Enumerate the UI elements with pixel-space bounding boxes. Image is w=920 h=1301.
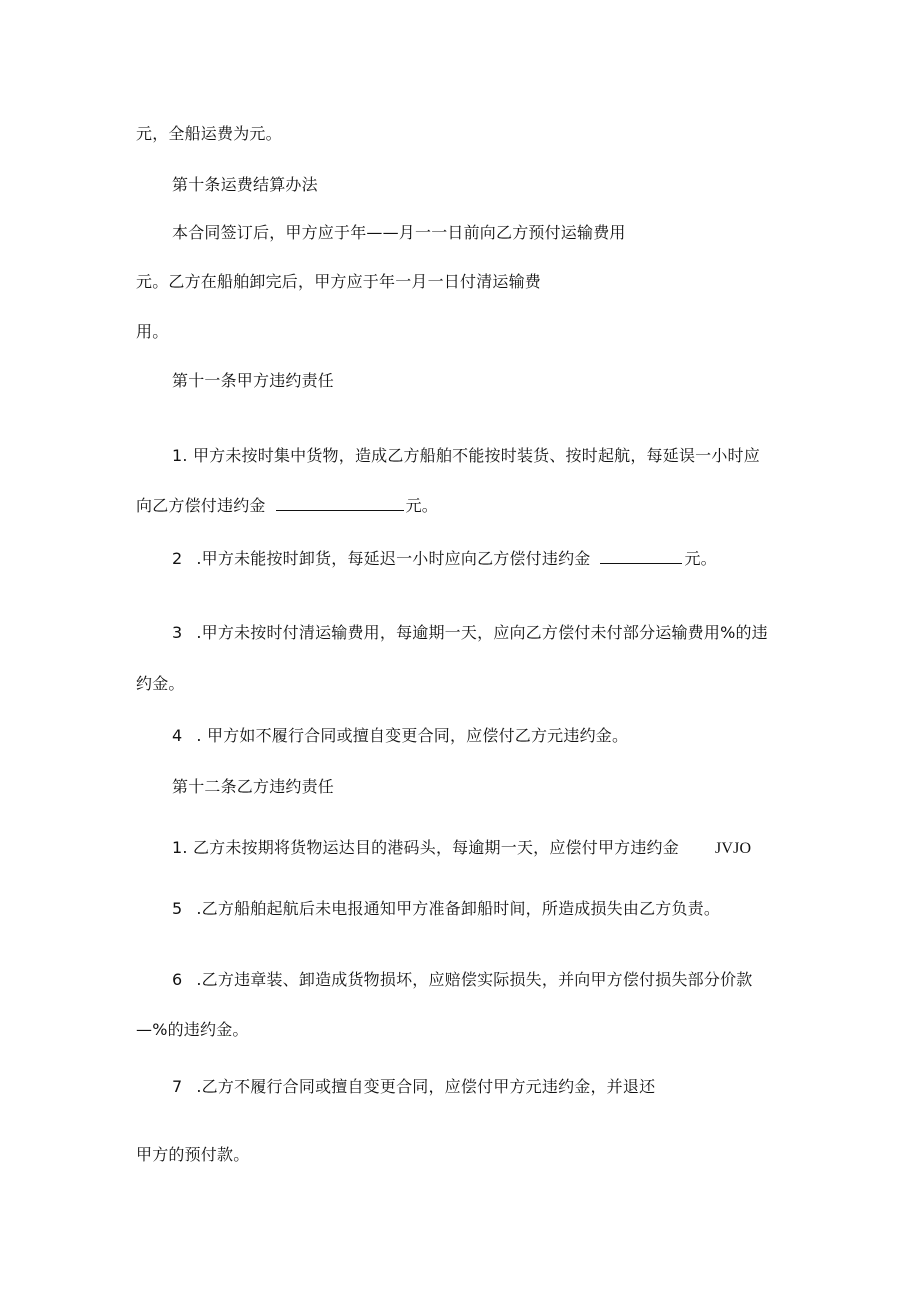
section-heading-11: 第十一条甲方违约责任 bbox=[172, 371, 335, 390]
text-line: 元，全船运费为元。 bbox=[136, 124, 282, 143]
clause-item-4 bbox=[172, 726, 628, 746]
clause-text: .乙方不履行合同或擅自变更合同，应偿付甲方元违约金，并退还 bbox=[196, 1077, 656, 1096]
text-line: 用。 bbox=[136, 322, 169, 341]
section-heading-10: 第十条运费结算办法 bbox=[172, 175, 318, 194]
clause-text: . 甲方如不履行合同或擅自变更合同，应偿付乙方元违约金。 bbox=[196, 726, 629, 745]
clause-text: 元。 bbox=[405, 496, 439, 515]
section-heading-12: 第十二条乙方违约责任 bbox=[172, 777, 335, 796]
clause-text: .甲方未能按时卸货，每延迟一小时应向乙方偿付违约金 bbox=[196, 549, 591, 568]
clause-item-j1 bbox=[172, 838, 751, 859]
clause-item-7 bbox=[172, 1077, 655, 1097]
clause-item-5 bbox=[172, 899, 720, 919]
item-number: 7 bbox=[172, 1077, 183, 1096]
clause-item-3 bbox=[172, 623, 768, 643]
clause-text: 向乙方偿付违约金 bbox=[136, 496, 266, 515]
clause-text: .乙方违章装、卸造成货物损坏，应赔偿实际损失，并向甲方偿付损失部分价款 bbox=[196, 970, 753, 989]
clause-text: .甲方未按时付清运输费用，每逾期一天，应向乙方偿付未付部分运输费用%的违 bbox=[196, 623, 768, 642]
ocr-artifact-text: JVJO bbox=[714, 840, 752, 857]
clause-item-6-cont: —%的违约金。 bbox=[136, 1020, 249, 1039]
clause-text: 1. 乙方未按期将货物运达目的港码头，每逾期一天，应偿付甲方违约金 bbox=[172, 838, 679, 857]
clause-item-7-cont: 甲方的预付款。 bbox=[136, 1145, 250, 1164]
text-line: 本合同签订后，甲方应于年——月一一日前向乙方预付运输费用 bbox=[172, 223, 626, 242]
clause-text: 元。 bbox=[684, 549, 717, 568]
clause-item-3-cont: 约金。 bbox=[136, 674, 185, 693]
item-number: 3 bbox=[172, 623, 183, 642]
clause-text: .乙方船舶起航后未电报通知甲方准备卸船时间，所造成损失由乙方负责。 bbox=[196, 899, 721, 918]
fill-in-blank bbox=[276, 496, 404, 511]
clause-item-2 bbox=[172, 549, 717, 569]
clause-item-1: 1. 甲方未按时集中货物，造成乙方船舶不能按时装货、按时起航，每延误一小时应 bbox=[172, 446, 760, 465]
item-number: 5 bbox=[172, 899, 183, 918]
item-number: 6 bbox=[172, 970, 183, 989]
clause-item-1-cont bbox=[136, 496, 438, 516]
fill-in-blank bbox=[600, 549, 682, 564]
clause-item-6 bbox=[172, 970, 752, 990]
item-number: 4 bbox=[172, 726, 183, 745]
item-number: 2 bbox=[172, 549, 183, 568]
text-line: 元。乙方在船舶卸完后，甲方应于年一月一日付清运输费 bbox=[136, 272, 542, 291]
